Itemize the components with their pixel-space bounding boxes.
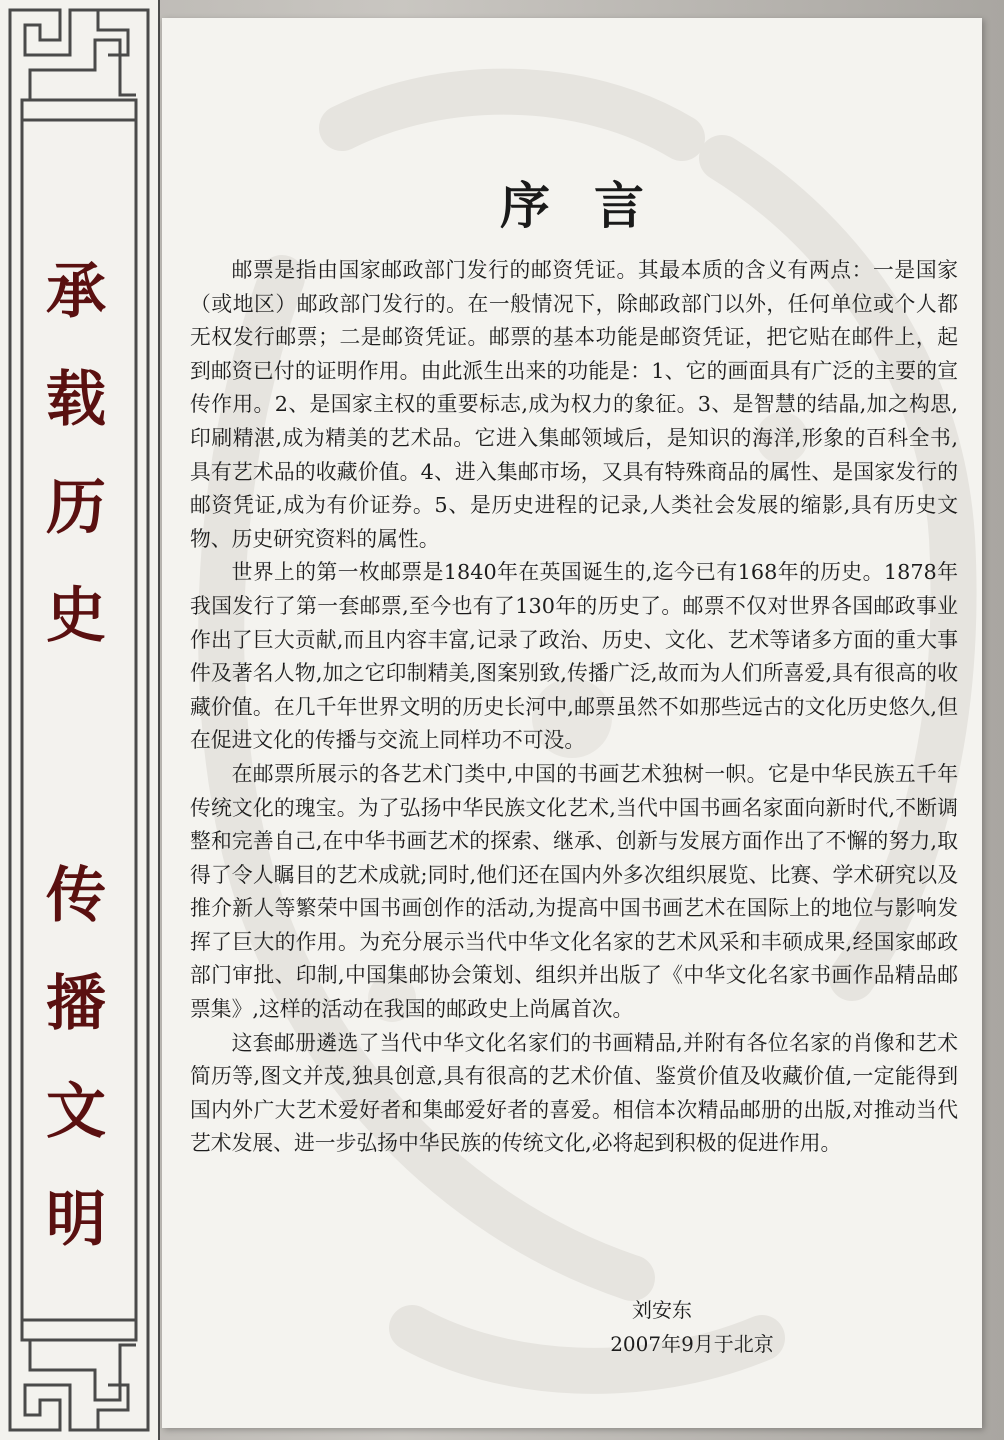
slogan-char: 播 [46,969,106,1039]
paragraph: 这套邮册遴选了当代中华文化名家们的书画精品,并附有各位名家的肖像和艺术简历等,图文并茂,独具创意,具有很高的艺术价值、鉴赏价值及收藏价值,一定能得到国内外广大艺术爱好者和集邮爱好者的喜爱。相信本次精品邮册的出版,对推动当代艺术发展、进一步弘扬中华民族的传统文化,必将起到积极的促进作用。 [190,1030,958,1156]
preface-body [190,254,958,1161]
paragraph: 在邮票所展示的各艺术门类中,中国的书画艺术独树一帜。它是中华民族五千年传统文化的瑰宝。为了弘扬中华民族文化艺术,当代中国书画名家面向新时代,不断调整和完善自己,在中华书画艺术的探索、继承、创新与发展方面作出了不懈的努力,取得了令人瞩目的艺术成就;同时,他们还在国内外多次组织展览、比赛、学术研究以及推介新人等繁荣中国书画创作的活动,为提高中国书画艺术在国际上的地位与影响发挥了巨大的作用。为充分展示当代中华文化名家的艺术风采和丰硕成果,经国家邮政部门审批、印制,中国集邮协会策划、组织并出版了《中华文化名家书画作品精品邮票集》,这样的活动在我国的邮政史上尚属首次。 [190,761,958,1022]
slogan-char: 传 [46,861,106,931]
slogan-char: 承 [46,257,106,327]
preface-paper [162,18,982,1428]
author-name: 刘安东 [632,1298,692,1322]
page-title: 序言 [500,176,688,235]
slogan-char: 载 [46,365,106,435]
slogan-char: 历 [46,473,106,543]
slogan-char: 文 [46,1077,106,1147]
date-place: 2007年9月于北京 [610,1332,774,1356]
slogan-spread-civilization [30,842,122,1274]
slogan-char: 史 [46,581,106,651]
slogan-carry-history [30,238,122,670]
slogan-char: 明 [46,1185,106,1255]
ornamental-side-panel [0,0,160,1440]
paragraph: 邮票是指由国家邮政部门发行的邮资凭证。其最本质的含义有两点：一是国家（或地区）邮政部门发行的。在一般情况下，除邮政部门以外，任何单位或个人都无权发行邮票；二是邮资凭证。邮票的基本功能是邮资凭证，把它贴在邮件上，起到邮资已付的证明作用。由此派生出来的功能是：1、它的画面具有广泛的主要的宣传作用。2、是国家主权的重要标志,成为权力的象征。3、是智慧的结晶,加之构思,印刷精湛,成为精美的艺术品。它进入集邮领域后，是知识的海洋,形象的百科全书,具有艺术品的收藏价值。4、进入集邮市场，又具有特殊商品的属性、是国家发行的邮资凭证,成为有价证券。5、是历史进程的记录,人类社会发展的缩影,具有历史文物、历史研究资料的属性。 [190,258,958,551]
paragraph: 世界上的第一枚邮票是1840年在英国诞生的,迄今已有168年的历史。1878年我国发行了第一套邮票,至今也有了130年的历史了。邮票不仅对世界各国邮政事业作出了巨大贡献,而且内容丰富,记录了政治、历史、文化、艺术等诸多方面的重大事件及著名人物,加之它印制精美,图案别致,传播广泛,故而为人们所喜爱,具有很高的收藏价值。在几千年世界文明的历史长河中,邮票虽然不如那些远古的文化历史悠久,但在促进文化的传播与交流上同样功不可没。 [190,560,958,753]
